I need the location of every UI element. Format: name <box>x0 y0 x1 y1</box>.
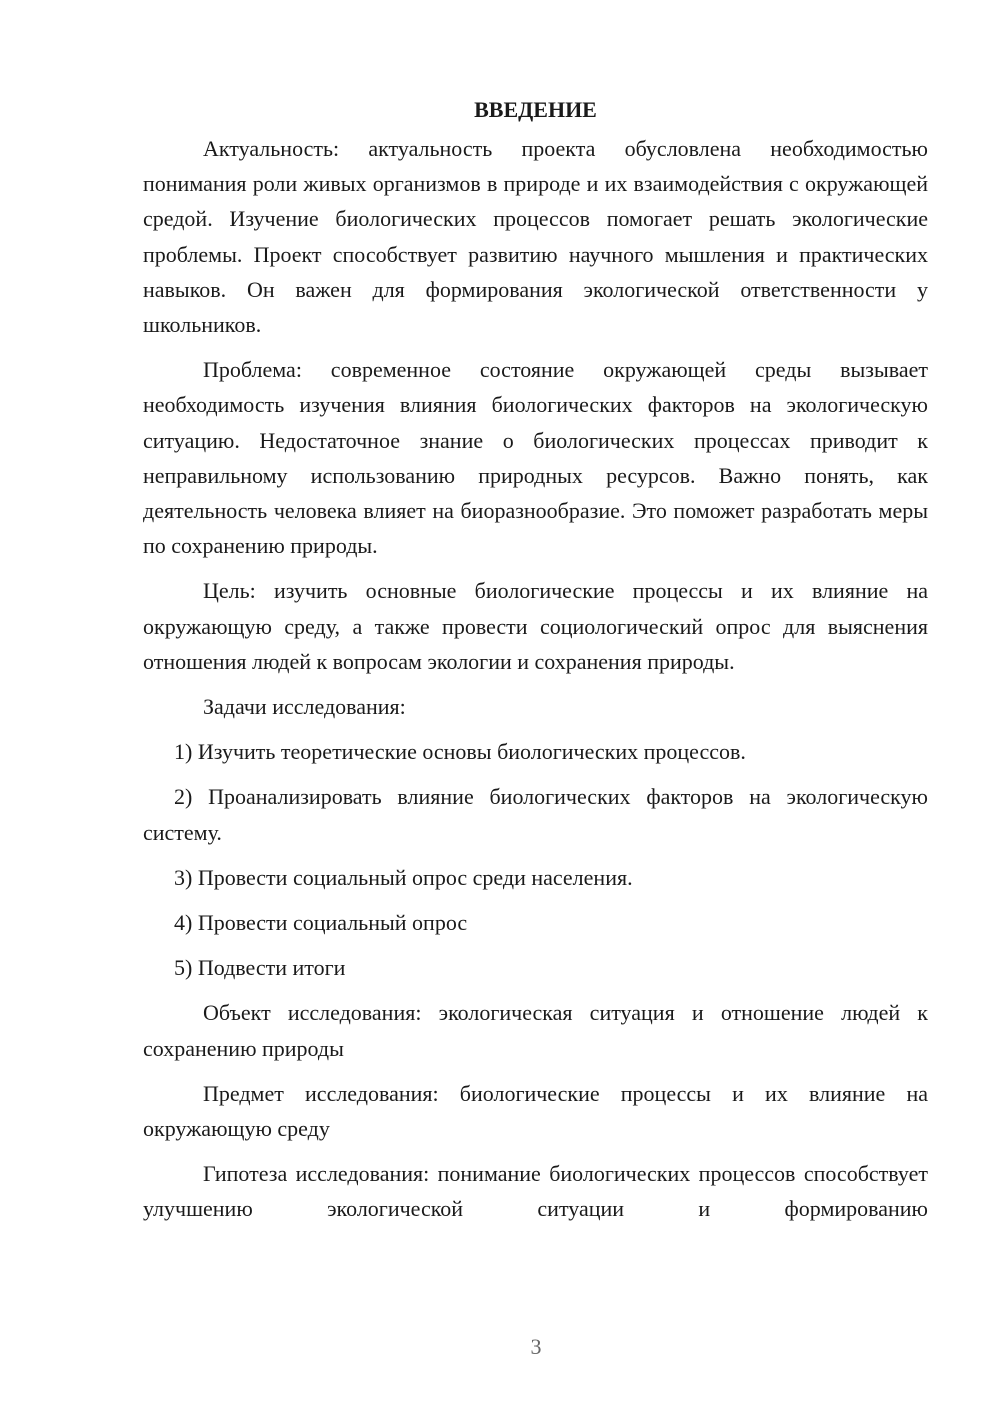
paragraph-relevance: Актуальность: актуальность проекта обусловлена необходимостью понимания роли живых организмов в природе и их взаимодействия с окружающей средой. Изучение биологических процессов помогает решать экологические проблемы. Проект способствует развитию научного мышления и практических навыков. Он важен для формирования экологической ответственности у школьников. <box>143 136 928 338</box>
task-item-3: 3) Провести социальный опрос среди населения. <box>174 864 633 890</box>
task-item-2: 2) Проанализировать влияние биологических факторов на экологическую систему. <box>143 784 928 845</box>
paragraph-subject: Предмет исследования: биологические процессы и их влияние на окружающую среду <box>143 1080 928 1142</box>
paragraph-goal: Цель: изучить основные биологические процессы и их влияние на окружающую среду, а также провести социологический опрос для выяснения отношения людей к вопросам экологии и сохранения природы. <box>143 578 928 674</box>
paragraph-problem: Проблема: современное состояние окружающей среды вызывает необходимость изучения влияния биологических факторов на экологическую ситуацию. Недостаточное знание о биологических процессах приводит к неправильному использованию природных ресурсов. Важно понять, как деятельность человека влияет на биоразнообразие. Это поможет разработать меры по сохранению природы. <box>143 357 928 559</box>
task-item-5: 5) Подвести итоги <box>174 955 346 981</box>
paragraph-object: Объект исследования: экологическая ситуация и отношение людей к сохранению природы <box>143 1000 928 1061</box>
paragraph-tasks-heading: Задачи исследования: <box>203 694 406 720</box>
page-number: 3 <box>530 1334 542 1359</box>
paragraph-hypothesis: Гипотеза исследования: понимание биологических процессов способствует улучшению экологической ситуации и формированию <box>143 1161 928 1222</box>
page-content <box>143 92 928 1237</box>
task-item-4: 4) Провести социальный опрос <box>174 910 468 936</box>
task-item-1: 1) Изучить теоретические основы биологических процессов. <box>174 739 746 765</box>
section-title: ВВЕДЕНИЕ <box>474 97 597 122</box>
